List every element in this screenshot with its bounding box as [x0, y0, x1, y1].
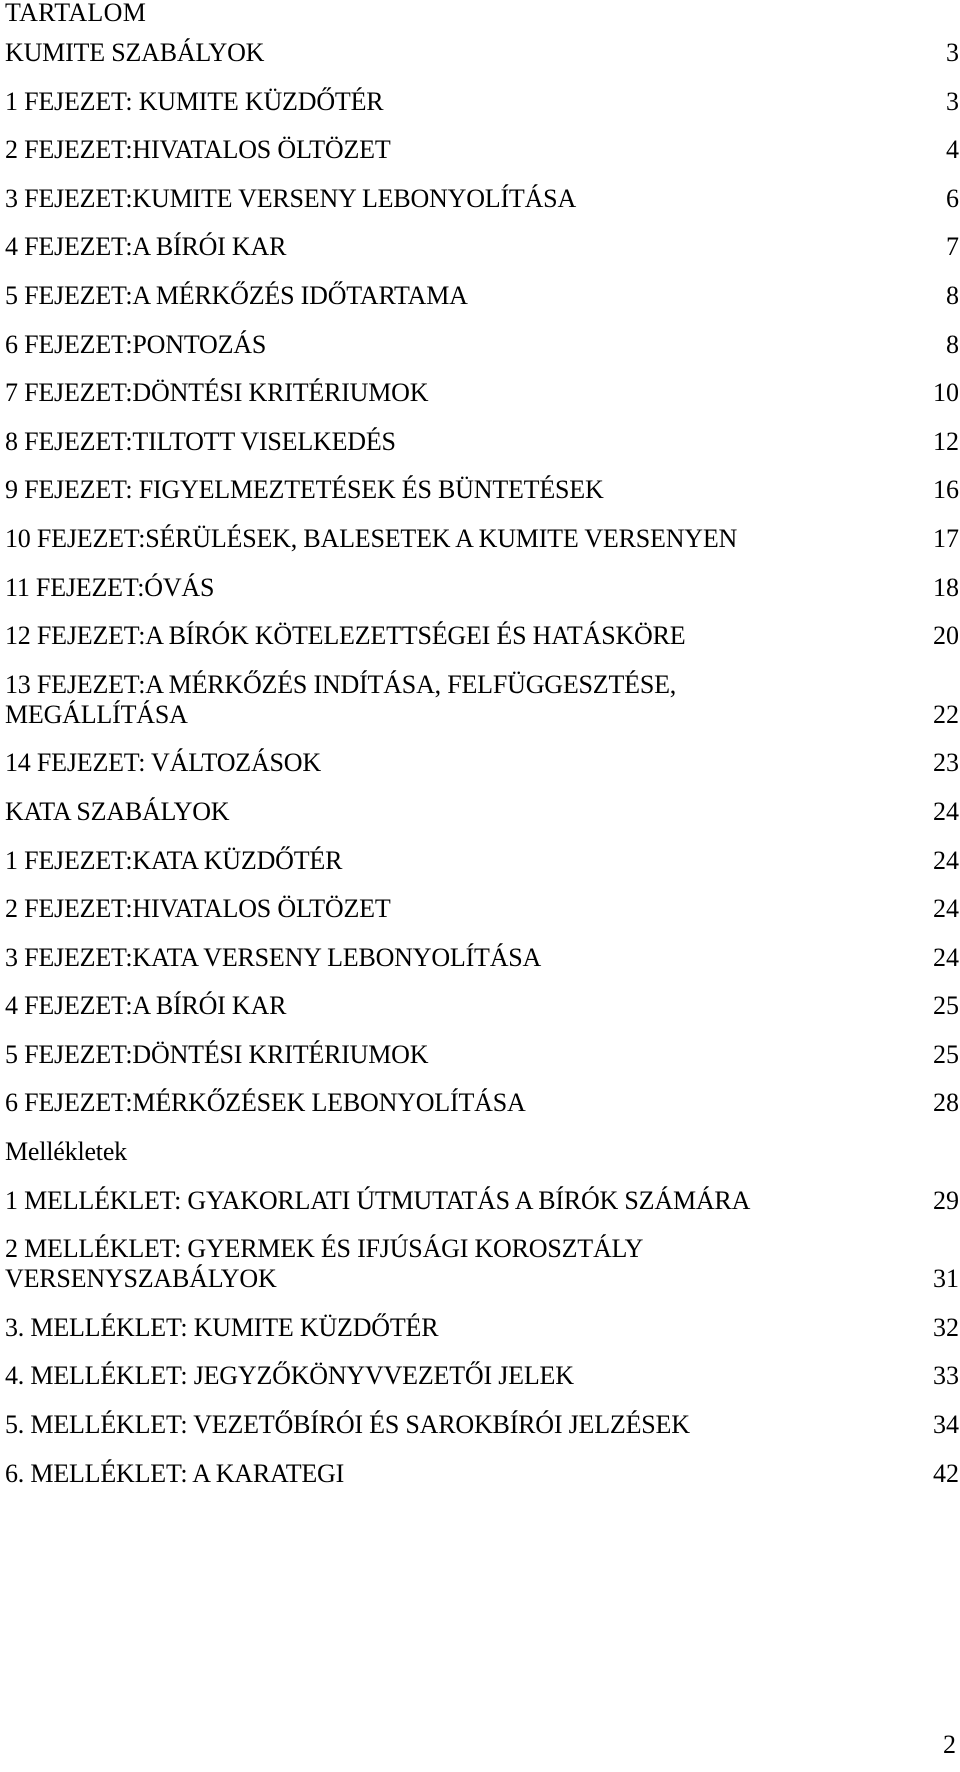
- toc-entry-label: 14 FEJEZET: VÁLTOZÁSOK: [5, 748, 321, 778]
- toc-entry-page: 34: [933, 1410, 959, 1440]
- toc-entry-label: 12 FEJEZET:A BÍRÓK KÖTELEZETTSÉGEI ÉS HATÁSKÖRE: [5, 621, 686, 651]
- toc-entry-label: 11 FEJEZET:ÓVÁS: [5, 572, 215, 602]
- toc-entry: [5, 87, 959, 117]
- toc-entry-page: 20: [933, 621, 959, 651]
- toc-entry-label: 7 FEJEZET:DÖNTÉSI KRITÉRIUMOK: [5, 378, 429, 408]
- toc-title: TARTALOM: [5, 0, 147, 27]
- toc-section-heading: [5, 1137, 959, 1167]
- toc-entry-page: 8: [946, 329, 959, 359]
- toc-entry-page: 42: [933, 1458, 959, 1488]
- toc-entry: [5, 894, 959, 924]
- toc-entry: [5, 1361, 959, 1391]
- toc-entry-page: 7: [946, 232, 959, 262]
- toc-entry: [5, 797, 959, 827]
- toc-entry-label: KATA SZABÁLYOK: [5, 796, 230, 826]
- toc-entry-label: 4. MELLÉKLET: JEGYZŐKÖNYVVEZETŐI JELEK: [5, 1361, 574, 1391]
- toc-entry: [5, 427, 959, 457]
- toc-entry-label: 10 FEJEZET:SÉRÜLÉSEK, BALESETEK A KUMITE VERSENYEN: [5, 523, 738, 553]
- toc-entry-label: 6. MELLÉKLET: A KARATEGI: [5, 1458, 345, 1488]
- toc-entry-page: 28: [933, 1088, 959, 1118]
- toc-entry-page: 33: [933, 1361, 959, 1391]
- toc-entry-label: KUMITE SZABÁLYOK: [5, 38, 265, 67]
- toc-entry-page: 24: [933, 942, 959, 972]
- toc-entry-label: 3 FEJEZET:KUMITE VERSENY LEBONYOLÍTÁSA: [5, 183, 577, 213]
- toc-entry-page: 23: [933, 748, 959, 778]
- toc-entry-label: 2 MELLÉKLET: GYERMEK ÉS IFJÚSÁGI KOROSZTÁLY VERSENYSZABÁLYOK: [5, 1234, 643, 1294]
- toc-entry: [5, 1459, 959, 1489]
- toc-entry: [5, 1186, 959, 1216]
- toc-entry: [5, 748, 959, 778]
- toc-entry-label: 1 FEJEZET:KATA KÜZDŐTÉR: [5, 845, 343, 875]
- toc-entry-label: 2 FEJEZET:HIVATALOS ÖLTÖZET: [5, 135, 391, 165]
- toc-entry-page: 25: [933, 1039, 959, 1069]
- toc-entry: [5, 184, 959, 214]
- toc-entry-label: 5. MELLÉKLET: VEZETŐBÍRÓI ÉS SAROKBÍRÓI JELZÉSEK: [5, 1410, 690, 1440]
- toc-entry: [5, 1088, 959, 1118]
- toc-entry: [5, 38, 959, 68]
- toc-entry-page: 25: [933, 991, 959, 1021]
- toc-entry-page: 29: [933, 1185, 959, 1215]
- toc-entry: [5, 991, 959, 1021]
- toc-entry-page: 8: [946, 280, 959, 310]
- toc-list: [5, 38, 959, 1507]
- toc-entry: [5, 524, 959, 554]
- toc-entry-page: 24: [933, 894, 959, 924]
- toc-entry: [5, 281, 959, 311]
- toc-entry-page: 22: [933, 699, 959, 729]
- toc-entry: [5, 232, 959, 262]
- toc-entry-label: 4 FEJEZET:A BÍRÓI KAR: [5, 991, 287, 1021]
- toc-entry-page: 12: [933, 426, 959, 456]
- toc-entry-page: 4: [946, 135, 959, 165]
- toc-entry-label: 13 FEJEZET:A MÉRKŐZÉS INDÍTÁSA, FELFÜGGESZTÉSE, MEGÁLLÍTÁSA: [5, 669, 677, 729]
- toc-entry-page: 31: [933, 1264, 959, 1294]
- toc-entry: [5, 573, 959, 603]
- toc-entry-page: 17: [933, 523, 959, 553]
- toc-entry-label: 3. MELLÉKLET: KUMITE KÜZDŐTÉR: [5, 1312, 439, 1342]
- toc-entry-page: 6: [946, 183, 959, 213]
- toc-entry-page: 10: [933, 378, 959, 408]
- toc-entry-label: 1 MELLÉKLET: GYAKORLATI ÚTMUTATÁS A BÍRÓK SZÁMÁRA: [5, 1185, 751, 1215]
- toc-entry-label: 6 FEJEZET:PONTOZÁS: [5, 329, 267, 359]
- toc-entry-page: 32: [933, 1312, 959, 1342]
- toc-entry-label: 3 FEJEZET:KATA VERSENY LEBONYOLÍTÁSA: [5, 942, 542, 972]
- toc-entry-page: 16: [933, 475, 959, 505]
- toc-entry: [5, 670, 959, 730]
- toc-entry-label: 4 FEJEZET:A BÍRÓI KAR: [5, 232, 287, 262]
- toc-entry-page: 24: [933, 845, 959, 875]
- toc-entry: [5, 1234, 959, 1294]
- toc-entry-page: 3: [946, 38, 959, 67]
- toc-entry: [5, 943, 959, 973]
- toc-entry-label: 5 FEJEZET:DÖNTÉSI KRITÉRIUMOK: [5, 1039, 429, 1069]
- toc-entry: [5, 1040, 959, 1070]
- toc-entry-label: Mellékletek: [5, 1137, 127, 1167]
- toc-entry-label: 5 FEJEZET:A MÉRKŐZÉS IDŐTARTAMA: [5, 280, 468, 310]
- toc-entry-label: 9 FEJEZET: FIGYELMEZTETÉSEK ÉS BÜNTETÉSEK: [5, 475, 604, 505]
- toc-entry-page: 24: [933, 796, 959, 826]
- toc-entry: [5, 330, 959, 360]
- toc-entry: [5, 621, 959, 651]
- page-number: 2: [943, 1730, 956, 1759]
- toc-entry-label: 2 FEJEZET:HIVATALOS ÖLTÖZET: [5, 894, 391, 924]
- toc-entry-page: 18: [933, 572, 959, 602]
- toc-entry: [5, 135, 959, 165]
- toc-entry: [5, 475, 959, 505]
- toc-entry: [5, 1313, 959, 1343]
- toc-entry-label: 6 FEJEZET:MÉRKŐZÉSEK LEBONYOLÍTÁSA: [5, 1088, 526, 1118]
- toc-entry: [5, 846, 959, 876]
- toc-entry-label: 1 FEJEZET: KUMITE KÜZDŐTÉR: [5, 86, 384, 116]
- toc-entry-label: 8 FEJEZET:TILTOTT VISELKEDÉS: [5, 426, 396, 456]
- toc-entry: [5, 1410, 959, 1440]
- toc-entry-page: 3: [946, 86, 959, 116]
- toc-entry: [5, 378, 959, 408]
